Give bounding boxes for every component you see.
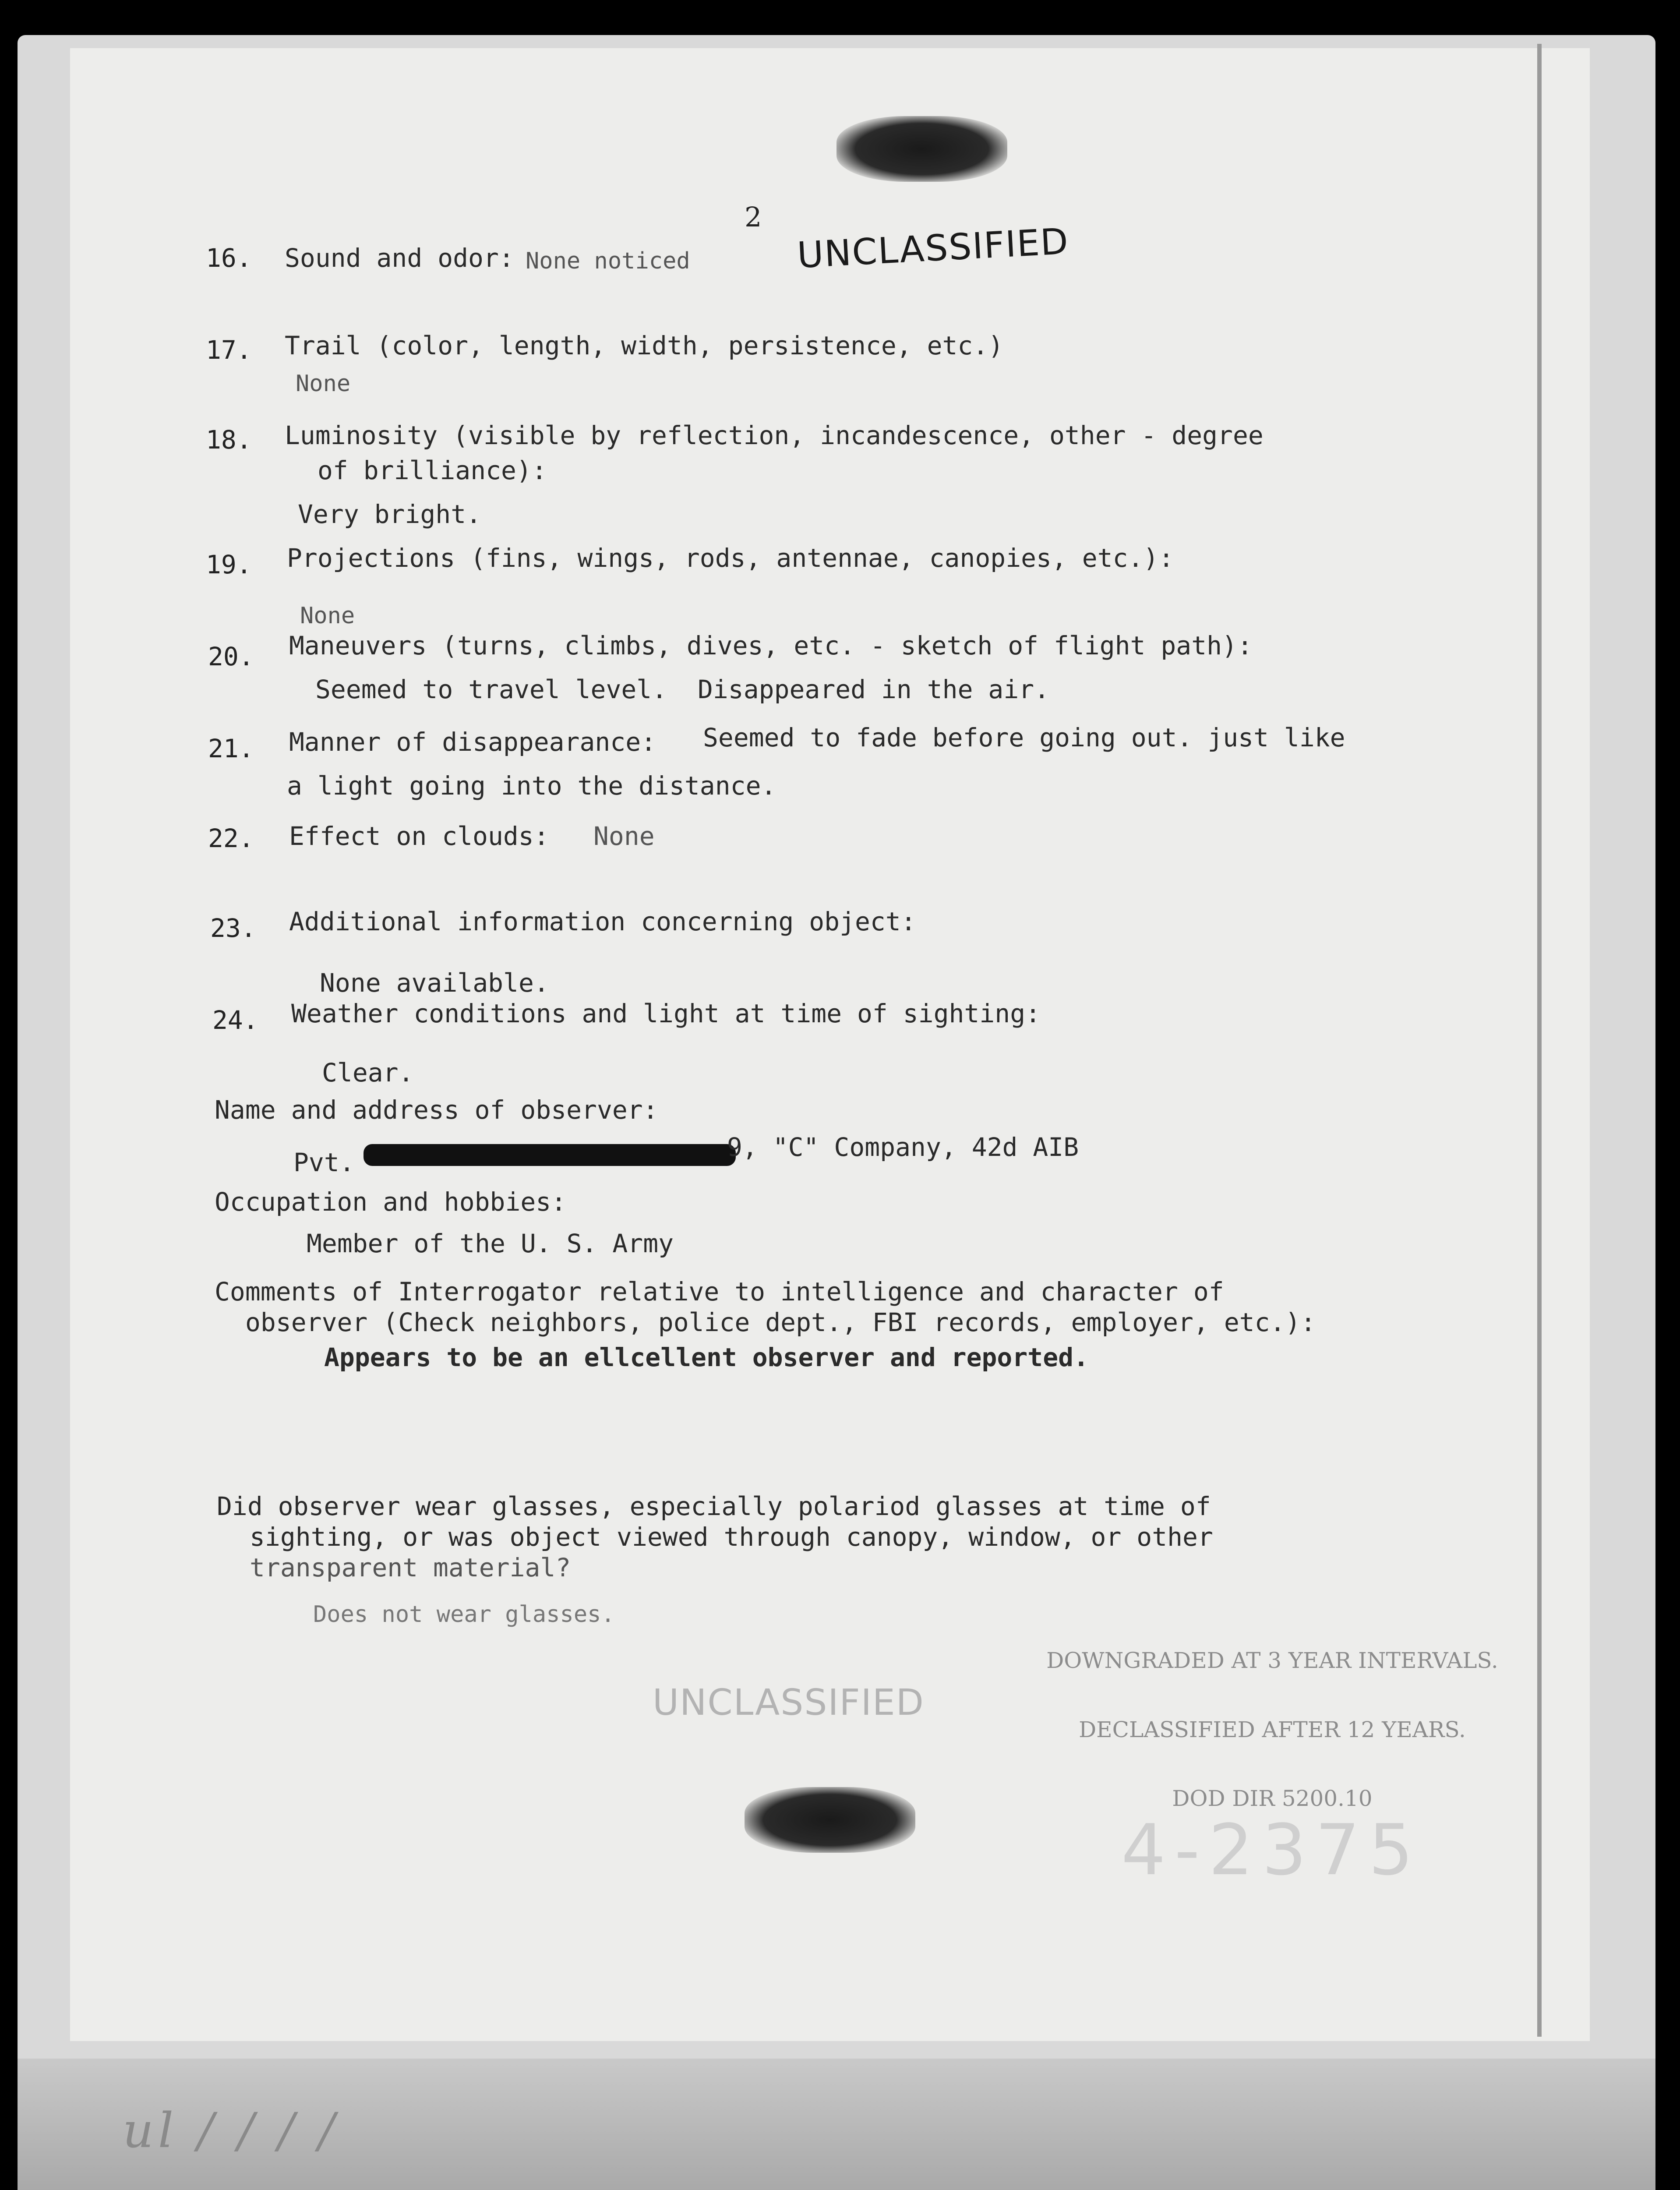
item-17-label: Trail (color, length, width, persistence, etc.) [285, 331, 1004, 360]
page-number: 2 [745, 201, 762, 233]
glasses-question-line2: sighting, or was object viewed through canopy, window, or other [250, 1522, 1213, 1552]
item-19-answer: None [300, 603, 355, 629]
item-20-label: Maneuvers (turns, climbs, dives, etc. - sketch of flight path): [289, 631, 1253, 661]
bottom-edge-handwriting: ul / / / / [123, 2102, 339, 2158]
glasses-question-line3: transparent material? [250, 1553, 571, 1582]
downgrade-declassification-stamp [981, 1603, 1564, 1833]
footer-classification-stamp: UNCLASSIFIED [653, 1682, 925, 1724]
comments-label-cont: observer (Check neighbors, police dept., FBI records, employer, etc.): [245, 1307, 1316, 1337]
item-23-label: Additional information concerning object: [289, 907, 916, 936]
item-24-number: 24. [212, 1005, 258, 1035]
observer-name-redaction [364, 1144, 736, 1166]
item-17-answer: None [296, 371, 351, 397]
top-redaction-smudge [836, 116, 1007, 182]
occupation-answer: Member of the U. S. Army [307, 1229, 674, 1258]
observer-label: Name and address of observer: [215, 1095, 658, 1125]
item-23-answer: None available. [320, 968, 549, 998]
item-18-number: 18. [206, 425, 252, 455]
item-22-answer: None [593, 821, 655, 851]
comments-answer: Appears to be an ellcellent observer and reported. [324, 1342, 1089, 1372]
item-19-number: 19. [206, 550, 252, 579]
item-24-answer: Clear. [322, 1058, 414, 1088]
item-23-number: 23. [210, 913, 256, 943]
item-21-answer-cont: a light going into the distance. [287, 771, 776, 801]
item-18-answer: Very bright. [298, 499, 482, 529]
glasses-answer: Does not wear glasses. [313, 1601, 615, 1628]
item-18-label-cont: of brilliance): [318, 456, 547, 485]
glasses-question-line1: Did observer wear glasses, especially polariod glasses at time of [217, 1491, 1211, 1521]
item-18-label: Luminosity (visible by reflection, incandescence, other - degree [285, 420, 1264, 450]
item-20-answer: Seemed to travel level. Disappeared in the air. [315, 675, 1050, 704]
downgrade-line-2: DECLASSIFIED AFTER 12 YEARS. [1079, 1717, 1466, 1742]
item-16-answer: None noticed [526, 248, 690, 274]
downgrade-line-3: DOD DIR 5200.10 [1172, 1786, 1373, 1811]
item-17-number: 17. [206, 335, 252, 365]
item-22-label: Effect on clouds: [289, 821, 549, 851]
comments-label: Comments of Interrogator relative to intelligence and character of [215, 1277, 1224, 1307]
downgrade-line-1: DOWNGRADED AT 3 YEAR INTERVALS. [1046, 1648, 1498, 1673]
item-21-label: Manner of disappearance: [289, 727, 656, 757]
item-22-number: 22. [208, 823, 254, 853]
item-21-answer: Seemed to fade before going out. just like [703, 723, 1345, 752]
item-16-number: 16. [206, 243, 252, 273]
item-24-label: Weather conditions and light at time of sighting: [291, 999, 1041, 1028]
item-16-label: Sound and odor: [285, 243, 514, 273]
header-classification-stamp: UNCLASSIFIED [796, 220, 1070, 277]
item-19-label: Projections (fins, wings, rods, antennae, canopies, etc.): [287, 543, 1174, 573]
bottom-redaction-smudge [745, 1787, 915, 1853]
item-20-number: 20. [208, 642, 254, 671]
occupation-label: Occupation and hobbies: [215, 1187, 567, 1217]
observer-prefix: Pvt. [293, 1148, 355, 1177]
observer-address: 9, "C" Company, 42d AIB [727, 1132, 1079, 1162]
item-21-number: 21. [208, 734, 254, 763]
file-number: 4-2375 [1121, 1809, 1422, 1891]
